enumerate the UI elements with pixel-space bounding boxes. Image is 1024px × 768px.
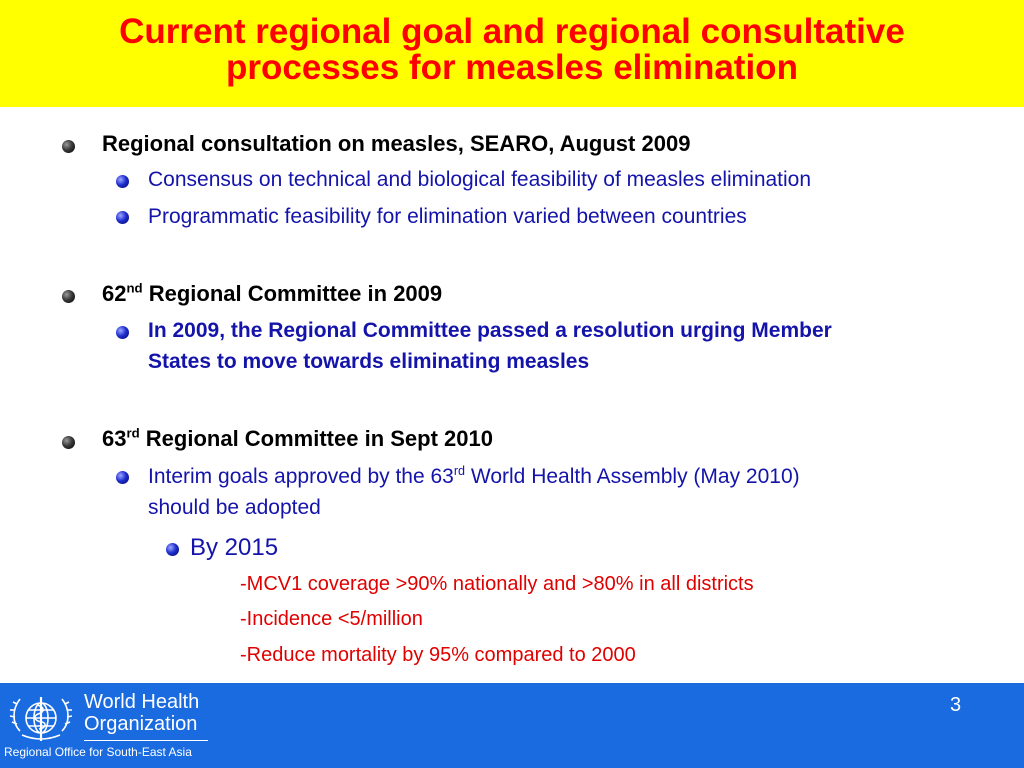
bullet-icon [62,140,75,153]
divider [84,740,208,741]
item-text: World Health Assembly (May 2010) [465,465,800,488]
section-3-item-line-1 [148,465,800,489]
title-bar [0,0,1024,107]
bullet-icon [62,290,75,303]
bullet-icon [116,326,129,339]
who-name-line-1: World Health [84,691,200,713]
footer-bar [0,683,1024,768]
who-emblem-icon [4,691,78,747]
by-2015-subheading: By 2015 [190,534,279,561]
ordinal-suffix: rd [453,464,466,478]
slide-body [0,107,1024,683]
bullet-icon [62,436,75,449]
section-1-item-2: Programmatic feasibility for elimination varied between countries [148,205,747,228]
target-mcv1-coverage: -MCV1 coverage >90% nationally and >80% in all districts [240,573,754,595]
heading-text: Regional Committee in 2009 [142,281,443,306]
who-name-line-2: Organization [84,713,198,735]
slide-title-line-1: Current regional goal and regional consultative [119,12,905,51]
regional-office-label: Regional Office for South-East Asia [4,745,192,759]
target-incidence: -Incidence <5/million [240,608,423,630]
heading-text: Regional Committee in Sept 2010 [139,426,493,451]
bullet-icon [116,211,129,224]
target-mortality: -Reduce mortality by 95% compared to 2000 [240,644,636,666]
item-text: Interim goals approved by the 63 [148,465,454,488]
section-2-item-line-1: In 2009, the Regional Committee passed a resolution urging Member [148,319,832,342]
section-2-heading [102,281,442,307]
heading-ordinal-suffix: nd [126,280,143,296]
section-2-item-line-2: States to move towards eliminating measles [148,350,590,373]
heading-ordinal-number: 63 [102,426,127,451]
section-1-heading: Regional consultation on measles, SEARO, August 2009 [102,131,691,156]
section-3-heading [102,426,493,452]
page-number: 3 [950,694,962,716]
section-3-item-line-2: should be adopted [148,496,321,519]
bullet-icon [166,543,179,556]
heading-ordinal-suffix: rd [126,425,140,441]
bullet-icon [116,175,129,188]
section-1-item-1: Consensus on technical and biological feasibility of measles elimination [148,168,812,191]
bullet-icon [116,471,129,484]
heading-ordinal-number: 62 [102,281,127,306]
slide-title-line-2: processes for measles elimination [226,48,798,87]
